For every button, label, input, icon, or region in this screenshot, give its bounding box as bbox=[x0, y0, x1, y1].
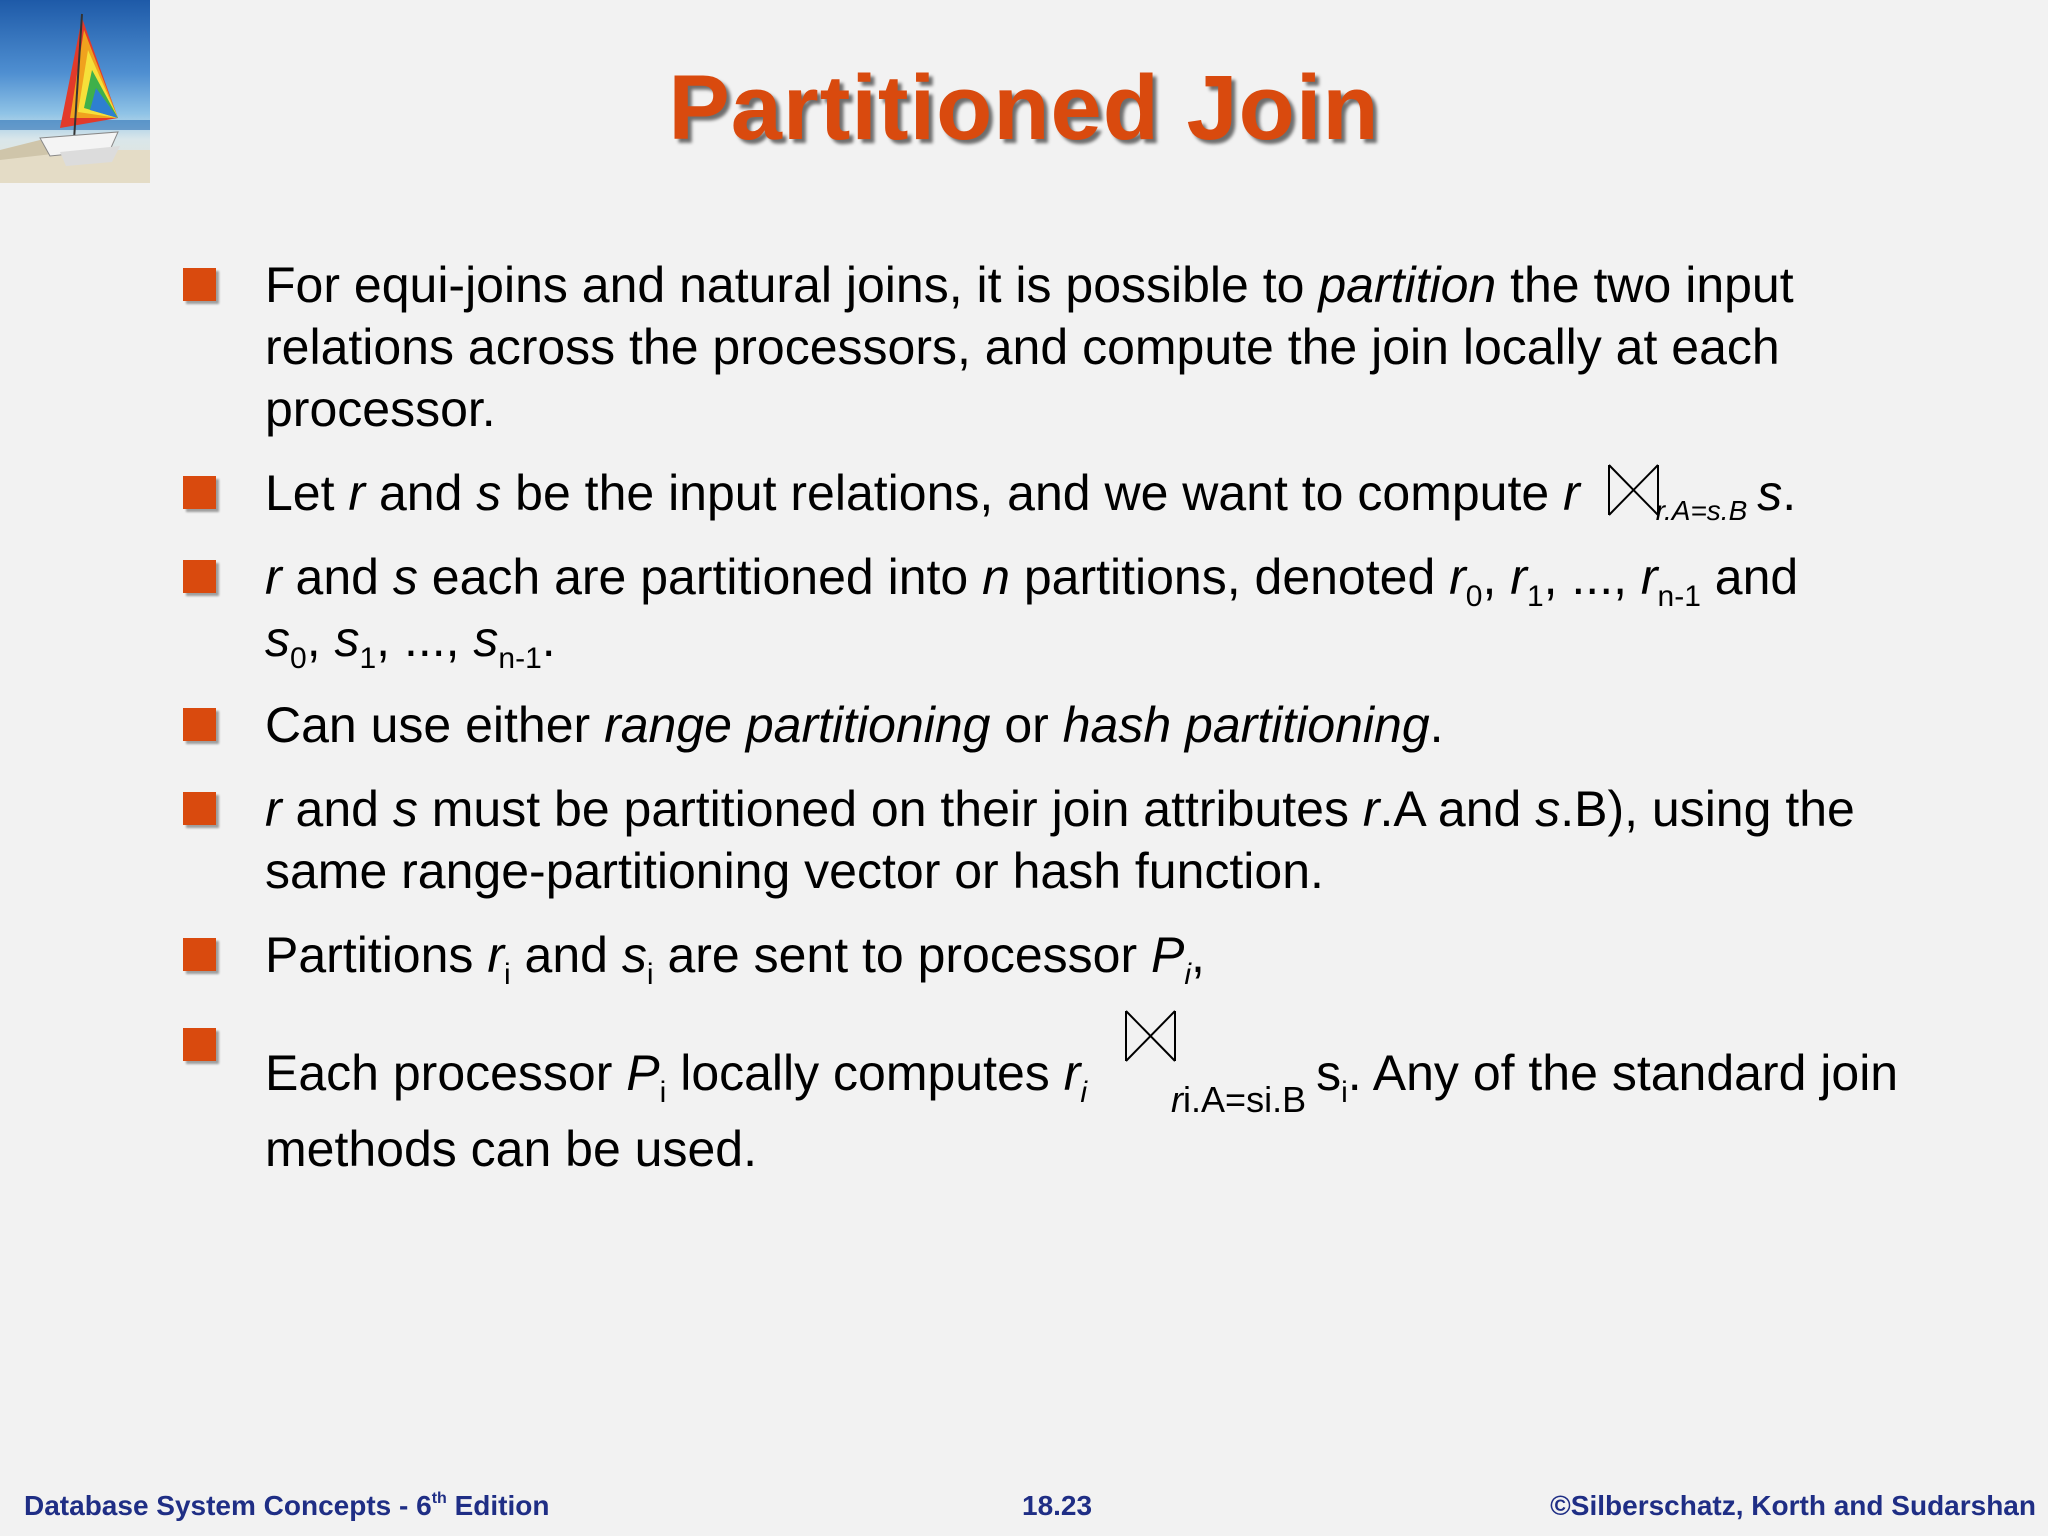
join-symbol-icon bbox=[1123, 1008, 1181, 1064]
bullet-item: Let r and s be the input relations, and we want to compute r $_{r.A=s.B}$ s. bbox=[183, 462, 1903, 524]
footer-copyright: ©Silberschatz, Korth and Sudarshan bbox=[1550, 1490, 2036, 1521]
bullet-item: For equi-joins and natural joins, it is possible to partition the two input relations across the processors, and compute the join locally at each processor. bbox=[183, 254, 1903, 440]
bullet-list bbox=[183, 254, 1903, 1187]
bullet-square-icon bbox=[183, 708, 216, 741]
bullet-item: r and s each are partitioned into n partitions, denoted $r_0$, $r_1$, ..., $r_{n-1}$ and $s_0$, $s_1$, ..., $s_{n-1}$. bbox=[183, 546, 1903, 670]
bullet-square-icon bbox=[183, 268, 216, 301]
join-symbol-icon bbox=[1606, 462, 1664, 518]
slide-footer bbox=[0, 1470, 2048, 1536]
bullet-item: Each processor $P_i$ locally computes $r_i$ $_{ri.A=si.B}$ $s_i$. Any of the standard join methods can be used. bbox=[183, 1008, 1903, 1187]
bullet-square-icon bbox=[183, 476, 216, 509]
bullet-square-icon bbox=[183, 1028, 216, 1061]
bullet-square-icon bbox=[183, 938, 216, 971]
bullet-item: Partitions $r_i$ and $s_i$ are sent to processor $P_i$, bbox=[183, 924, 1903, 986]
bullet-item: r and s must be partitioned on their join attributes r.A and s.B), using the same range-partitioning vector or hash function. bbox=[183, 778, 1903, 902]
footer-page-number: 18.23 bbox=[1022, 1490, 1093, 1521]
bullet-square-icon bbox=[183, 792, 216, 825]
join-condition: ri.A=si.B bbox=[1171, 1079, 1307, 1120]
bullet-item: Can use either range partitioning or hash partitioning. bbox=[183, 694, 1903, 756]
bullet-square-icon bbox=[183, 560, 216, 593]
slide-title: Partitioned Join bbox=[668, 57, 1380, 159]
footer-book-title: Database System Concepts - 6th Edition bbox=[24, 1490, 550, 1521]
